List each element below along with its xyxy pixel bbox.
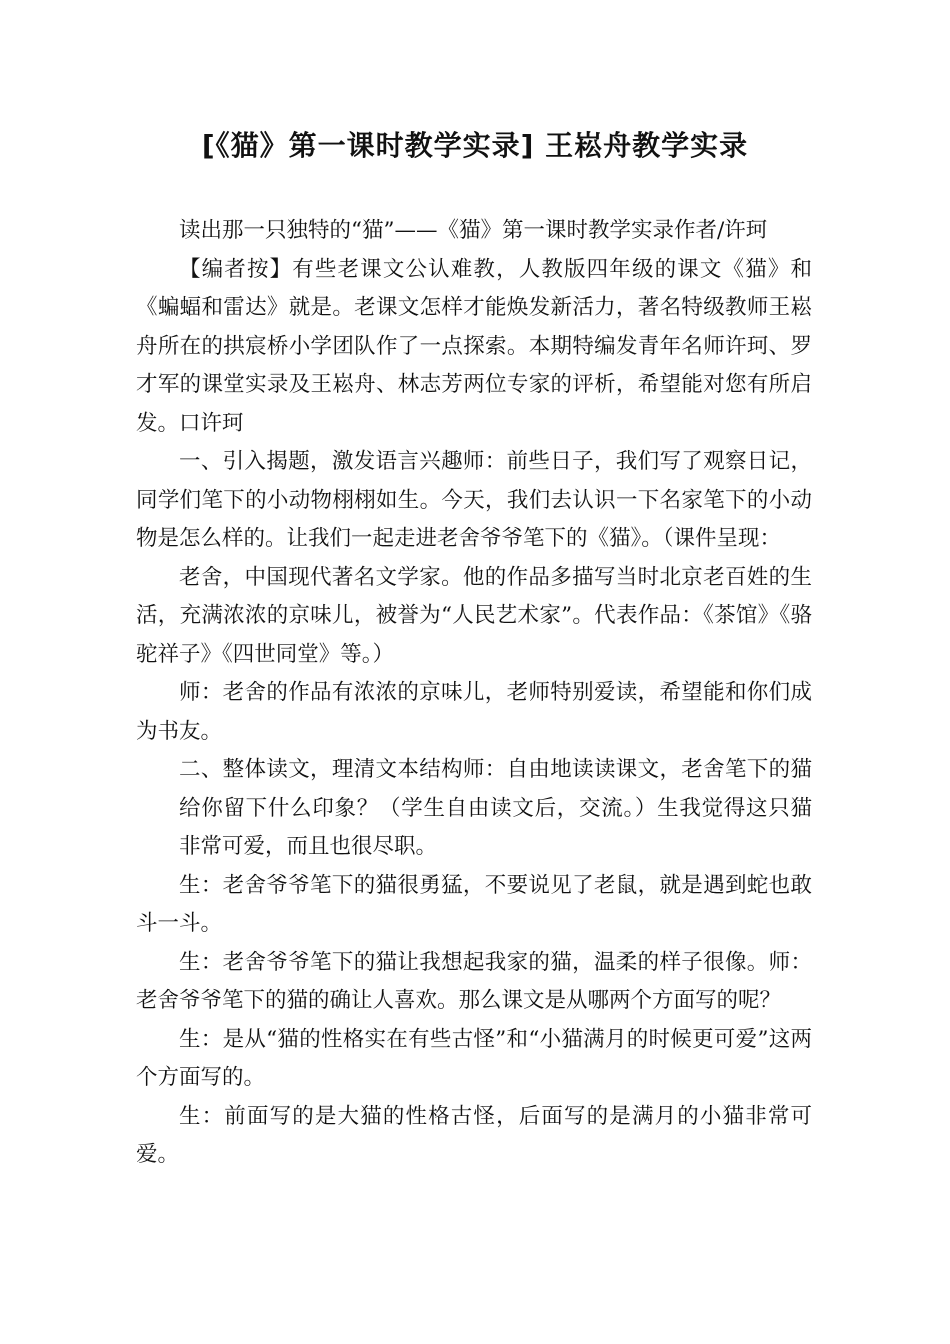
paragraph-student-two-aspects: 生：是从“猫的性格实在有些古怪”和“小猫满月的时候更可爱”这两个方面写的。 <box>136 1026 812 1090</box>
document-body <box>136 212 812 1175</box>
paragraph-section-two: 二、整体读文，理清文本结构师：自由地读读课文，老舍笔下的猫给你留下什么印象？（学生自由读文后，交流。）生我觉得这只猫非常可爱，而且也很尽职。 <box>179 757 812 859</box>
paragraph-student-brave: 生：老舍爷爷笔下的猫很勇猛，不要说见了老鼠，就是遇到蛇也敢斗一斗。 <box>136 872 812 936</box>
document-title: [《猫》第一课时教学实录] 王崧舟教学实录 <box>201 129 749 162</box>
paragraph-section-one: 一、引入揭题，激发语言兴趣师：前些日子，我们写了观察日记，同学们笔下的小动物栩栩如生。今天，我们去认识一下名家笔下的小动物是怎么样的。让我们一起走进老舍爷爷笔下的《猫》。（课件呈现： <box>136 449 812 551</box>
paragraph-laoshe-intro: 老舍，中国现代著名文学家。他的作品多描写当时北京老百姓的生活，充满浓浓的京味儿，被誉为“人民艺术家”。代表作品：《茶馆》《骆驼祥子》《四世同堂》等。） <box>136 564 812 667</box>
paragraph-editor-note: 【编者按】有些老课文公认难教，人教版四年级的课文《猫》和《蝙蝠和雷达》就是。老课文怎样才能焕发新活力，著名特级教师王崧舟所在的拱宸桥小学团队作了一点探索。本期特编发青年名师许珂、罗才军的课堂实录及王崧舟、林志芳两位专家的评析，希望能对您有所启发。口许珂 <box>136 256 812 436</box>
paragraph-teacher-remark: 师：老舍的作品有浓浓的京味儿，老师特别爱读，希望能和你们成为书友。 <box>136 680 812 744</box>
paragraph-student-summary: 生：前面写的是大猫的性格古怪，后面写的是满月的小猫非常可爱。 <box>136 1103 812 1167</box>
paragraph-subtitle: 读出那一只独特的“猫”——《猫》第一课时教学实录作者/许珂 <box>179 218 768 243</box>
paragraph-student-gentle: 生：老舍爷爷笔下的猫让我想起我家的猫，温柔的样子很像。师：老舍爷爷笔下的猫的确让人喜欢。那么课文是从哪两个方面写的呢？ <box>136 949 812 1013</box>
